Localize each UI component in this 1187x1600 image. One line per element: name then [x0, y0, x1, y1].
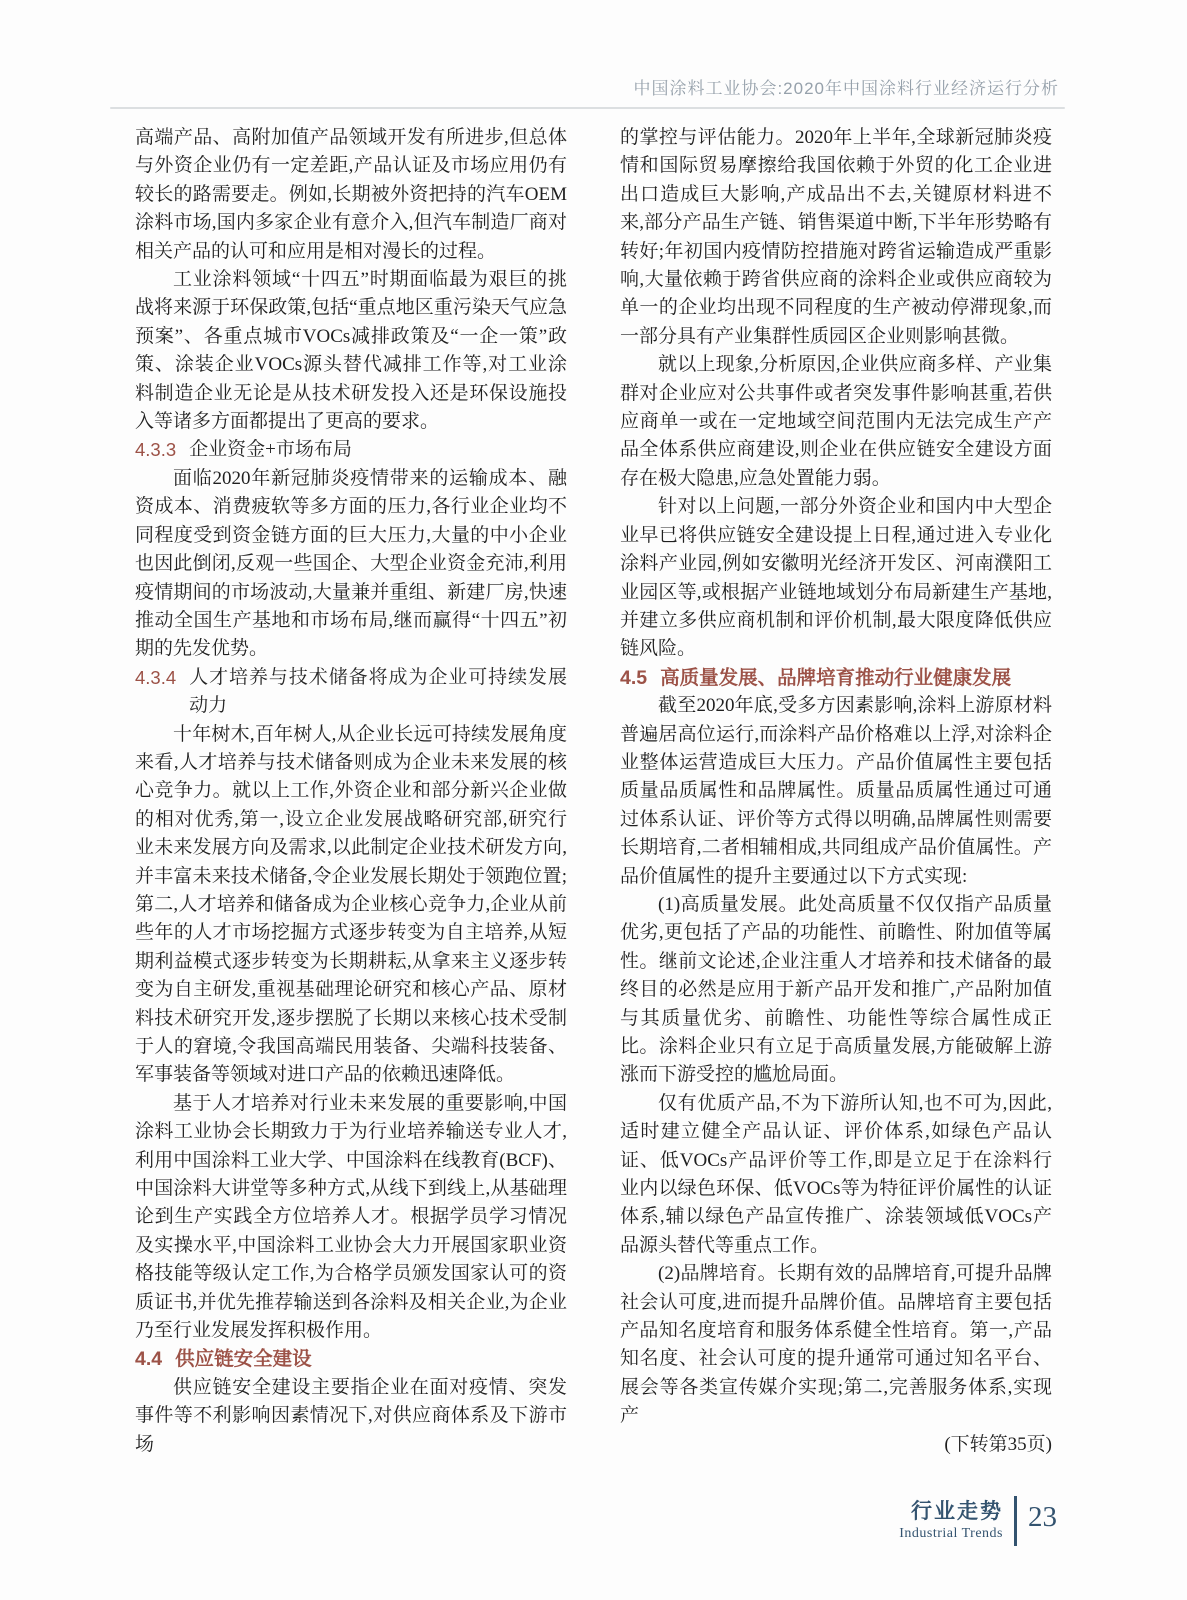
right-column [620, 124, 1052, 1459]
section-title: 供应链安全建设 [175, 1348, 312, 1371]
section-heading-4-3-4 [135, 664, 567, 721]
section-heading-4-3-3 [135, 436, 567, 464]
paragraph: 仅有优质产品,不为下游所认知,也不可为,因此,适时建立健全产品认证、评价体系,如绿色产品认证、低VOCs产品评价等工作,即是立足于在涂料行业内以绿色环保、低VOCs等为特征评价属性的认证体系,辅以绿色产品宣传推广、涂装领域低VOCs产品源头替代等重点工作。 [620, 1092, 1052, 1256]
paragraph: 高端产品、高附加值产品领域开发有所进步,但总体与外资企业仍有一定差距,产品认证及市场应用仍有较长的路需要走。例如,长期被外资把持的汽车OEM涂料市场,国内多家企业有意介入,但汽车制造厂商对相关产品的认可和应用是相对漫长的过程。 [135, 127, 567, 262]
section-heading-4-5 [620, 664, 1052, 692]
continued-on-note: (下转第35页) [944, 1433, 1052, 1455]
paragraph: (2)品牌培育。长期有效的品牌培育,可提升品牌社会认可度,进而提升品牌价值。品牌培育主要包括产品知名度培育和服务体系健全性培育。第一,产品知名度、社会认可度的提升通常可通过知名平台、展会等各类宣传媒介实现;第二,完善服务体系,实现产 [620, 1263, 1052, 1427]
left-column [135, 124, 567, 1459]
section-heading-4-4 [135, 1345, 567, 1373]
article-body [135, 124, 1052, 1459]
paragraph: 截至2020年底,受多方因素影响,涂料上游原材料普遍居高位运行,而涂料产品价格难以上浮,对涂料企业整体运营造成巨大压力。产品价值属性主要包括质量品质属性和品牌属性。质量品质属性通过可通过体系认证、评价等方式得以明确,品牌属性则需要长期培育,二者相辅相成,共同组成产品价值属性。产品价值属性的提升主要通过以下方式实现: [620, 695, 1052, 887]
section-number: 4.4 [135, 1348, 163, 1371]
paragraph: (1)高质量发展。此处高质量不仅仅指产品质量优劣,更包括了产品的功能性、前瞻性、附加值等属性。继前文论述,企业注重人才培养和技术储备的最终目的必然是应用于新产品开发和推广,产品附加值与其质量优劣、前瞻性、功能性等综合属性成正比。涂料企业只有立足于高质量发展,方能破解上游涨而下游受控的尴尬局面。 [620, 893, 1052, 1086]
paragraph: 面临2020年新冠肺炎疫情带来的运输成本、融资成本、消费疲软等多方面的压力,各行业企业均不同程度受到资金链方面的巨大压力,大量的中小企业也因此倒闭,反观一些国企、大型企业资金充沛,利用疫情期间的市场波动,大量兼并重组、新建厂房,快速推动全国生产基地和市场布局,继而赢得“十四五”初期的先发优势。 [135, 467, 567, 660]
paragraph: 供应链安全建设主要指企业在面对疫情、突发事件等不利影响因素情况下,对供应商体系及下游市场 [135, 1376, 567, 1455]
paragraph: 的掌控与评估能力。2020年上半年,全球新冠肺炎疫情和国际贸易摩擦给我国依赖于外贸的化工企业进出口造成巨大影响,产成品出不去,关键原材料进不来,部分产品生产链、销售渠道中断,下半年形势略有转好;年初国内疫情防控措施对跨省运输造成严重影响,大量依赖于跨省供应商的涂料企业或供应商较为单一的企业均出现不同程度的生产被动停滞现象,而一部分具有产业集群性质园区企业则影响甚微。 [620, 127, 1052, 347]
section-title: 高质量发展、品牌培育推动行业健康发展 [660, 666, 1012, 689]
section-number: 4.5 [620, 666, 648, 689]
section-title: 人才培养与技术储备将成为企业可持续发展动力 [189, 666, 567, 717]
header-rule [110, 107, 1065, 109]
paragraph: 就以上现象,分析原因,企业供应商多样、产业集群对企业应对公共事件或者突发事件影响甚重,若供应商单一或在一定地域空间范围内无法完成生产产品全体系供应商建设,则企业在供应链安全建设方面存在极大隐患,应急处置能力弱。 [620, 354, 1052, 489]
section-number: 4.3.4 [135, 666, 177, 688]
section-title: 企业资金+市场布局 [189, 439, 352, 461]
footer-section-cn: 行业走势 [911, 1500, 1003, 1524]
section-number: 4.3.3 [135, 439, 177, 461]
footer-divider [1014, 1496, 1017, 1546]
paragraph: 基于人才培养对行业未来发展的重要影响,中国涂料工业协会长期致力于为行业培养输送专业人才,利用中国涂料工业大学、中国涂料在线教育(BCF)、中国涂料大讲堂等多种方式,从线下到线上,从基础理论到生产实践全方位培养人才。根据学员学习情况及实操水平,中国涂料工业协会大力开展国家职业资格技能等级认定工作,为合格学员颁发国家认可的资质证书,并优先推荐输送到各涂料及相关企业,为企业乃至行业发展发挥积极作用。 [135, 1092, 567, 1342]
page-footer [899, 1496, 1057, 1546]
footer-section-en: Industrial Trends [899, 1526, 1003, 1542]
page-number: 23 [1028, 1500, 1057, 1533]
paragraph: 十年树木,百年树人,从企业长远可持续发展角度来看,人才培养与技术储备则成为企业未来发展的核心竞争力。就以上工作,外资企业和部分新兴企业做的相对优秀,第一,设立企业发展战略研究部,研究行业未来发展方向及需求,以此制定企业技术研发方向,并丰富未来技术储备,令企业发展长期处于领跑位置;第二,人才培养和储备成为企业核心竞争力,企业从前些年的人才市场挖掘方式逐步转变为自主培养,从短期利益模式逐步转变为长期耕耘,从拿来主义逐步转变为自主研发,重视基础理论研究和核心产品、原材料技术研究开发,逐步摆脱了长期以来核心技术受制于人的窘境,令我国高端民用装备、尖端科技装备、军事装备等领域对进口产品的依赖迅速降低。 [135, 723, 567, 1086]
footer-section [899, 1500, 1003, 1541]
paragraph: 工业涂料领域“十四五”时期面临最为艰巨的挑战将来源于环保政策,包括“重点地区重污染天气应急预案”、各重点城市VOCs减排政策及“一企一策”政策、涂装企业VOCs源头替代减排工作等,对工业涂料制造企业无论是从技术研发投入还是环保设施投入等诸多方面都提出了更高的要求。 [135, 269, 567, 433]
paragraph: 针对以上问题,一部分外资企业和国内中大型企业早已将供应链安全建设提上日程,通过进入专业化涂料产业园,例如安徽明光经济开发区、河南濮阳工业园区等,或根据产业链地域划分布局新建生产基地,并建立多供应商机制和评价机制,最大限度降低供应链风险。 [620, 496, 1052, 660]
running-header-title: 中国涂料工业协会:2020年中国涂料行业经济运行分析 [633, 79, 1059, 98]
